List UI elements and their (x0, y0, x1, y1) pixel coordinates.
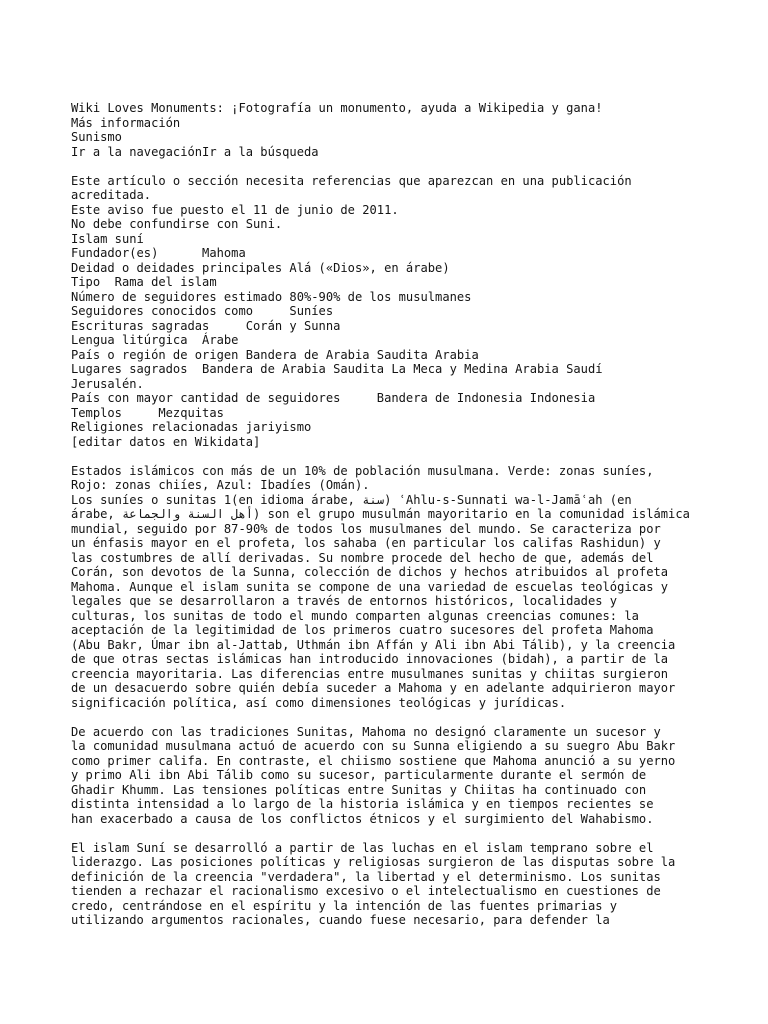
paragraph-intro (71, 464, 711, 711)
infobox-heading: Islam suní (71, 231, 144, 246)
paragraph-line: significación política, así como dimensiones teológicas y jurídicas. (71, 695, 567, 710)
paragraph-line: credo, centrándose en el espíritu y la intención de las fuentes primarias y (71, 898, 618, 913)
paragraph-line: utilizando argumentos racionales, cuando fuese necesario, para defender la (71, 913, 610, 927)
infobox-row: Lugares sagrados Bandera de Arabia Saudita La Meca y Medina Arabia Saudí (71, 362, 603, 376)
references-notice-line-2: acreditada. (71, 188, 152, 202)
blank-line (71, 710, 711, 725)
infobox-row: Tipo Rama del islam (71, 275, 217, 289)
wlm-banner-text[interactable]: Wiki Loves Monuments: ¡Fotografía un monumento, ayuda a Wikipedia y gana! (71, 101, 603, 115)
infobox-row: País o región de origen Bandera de Arabia Saudita Arabia (71, 347, 479, 362)
infobox-rows (71, 246, 711, 435)
paragraph-line: Estados islámicos con más de un 10% de población musulmana. Verde: zonas suníes, (71, 463, 654, 478)
paragraph-line: (Abu Bakr, Úmar ibn al-Jattab, Uthmán ibn Affán y Ali ibn Abi Tálib), y la creencia (71, 637, 676, 652)
infobox-row: Fundador(es) Mahoma (71, 246, 246, 260)
references-notice-line-1: Este artículo o sección necesita referencias que aparezcan en una publicación (71, 173, 632, 188)
paragraph-line: definición de la creencia "verdadera", la libertad y el determinismo. Los sunitas (71, 869, 661, 884)
paragraph-succession (71, 725, 711, 827)
infobox-row: Jerusalén. (71, 376, 144, 391)
paragraph-line: han exacerbado a causa de los conflictos étnicos y el surgimiento del Wahabismo. (71, 811, 654, 826)
paragraph-line: liderazgo. Las posiciones políticas y religiosas surgieron de las disputas sobre la (71, 855, 676, 869)
paragraph-line: Mahoma. Aunque el islam sunita se compone de una variedad de escuelas teológicas y (71, 579, 669, 594)
paragraph-line: de que otras sectas islámicas han introducido innovaciones (bidah), a partir de la (71, 652, 669, 666)
skip-links[interactable]: Ir a la navegaciónIr a la búsqueda (71, 144, 319, 159)
paragraph-line: las costumbres de allí derivadas. Su nombre procede del hecho de que, además del (71, 550, 654, 565)
paragraph-line: Rojo: zonas chiíes, Azul: Ibadíes (Omán). (71, 478, 370, 492)
paragraph-line: la comunidad musulmana actuó de acuerdo con su Sunna eligiendo a su suegro Abu Bakr (71, 739, 676, 753)
infobox-row: Deidad o deidades principales Alá («Dios», en árabe) (71, 260, 450, 275)
paragraph-line: Corán, son devotos de la Sunna, colección de dichos y hechos atribuidos al profeta (71, 565, 669, 579)
paragraph-line: culturas, los sunitas de todo el mundo comparten algunas creencias comunes: la (71, 608, 639, 623)
disambiguation-note[interactable]: No debe confundirse con Suni. (71, 217, 283, 231)
infobox-row: Escrituras sagradas Corán y Sunna (71, 318, 341, 333)
paragraph-line: De acuerdo con las tradiciones Sunitas, Mahoma no designó claramente un sucesor y (71, 724, 661, 739)
infobox-row: Seguidores conocidos como Suníes (71, 304, 334, 318)
paragraph-line: legales que se desarrollaron a través de entornos históricos, localidades y (71, 594, 618, 608)
blank-line (71, 159, 711, 174)
paragraph-line: distinta intensidad a lo largo de la historia islámica y en tiempos recientes se (71, 797, 654, 811)
paragraph-line: y primo Ali ibn Abi Tálib como su sucesor, particularmente durante el sermón de (71, 768, 647, 782)
paragraph-line: aceptación de la legitimidad de los primeros cuatro sucesores del profeta Mahoma (71, 623, 654, 637)
notice-date: Este aviso fue puesto el 11 de junio de 2011. (71, 202, 399, 217)
paragraph-line: mundial, seguido por 87-90% de todos los musulmanes del mundo. Se caracteriza por (71, 521, 661, 536)
infobox-row: Número de seguidores estimado 80%-90% de los musulmanes (71, 289, 472, 304)
paragraph-line: árabe, أهل السنة والجماعة) son el grupo musulmán mayoritario en la comunidad islámica (71, 507, 690, 521)
infobox-row: Templos Mezquitas (71, 405, 224, 420)
edit-wikidata-link[interactable]: [editar datos en Wikidata] (71, 434, 261, 449)
infobox-row: País con mayor cantidad de seguidores Bandera de Indonesia Indonesia (71, 391, 596, 405)
paragraph-line: El islam Suní se desarrolló a partir de las luchas en el islam temprano sobre el (71, 840, 654, 855)
paragraph-line: tienden a rechazar el racionalismo excesivo o el intelectualismo en cuestiones de (71, 884, 661, 898)
page-title: Sunismo (71, 130, 122, 144)
infobox-row: Lengua litúrgica Árabe (71, 333, 239, 347)
infobox-row: Religiones relacionadas jariyismo (71, 420, 312, 434)
paragraph-development (71, 841, 711, 928)
paragraph-line: un énfasis mayor en el profeta, los sahaba (en particular los califas Rashidun) y (71, 536, 661, 550)
paragraph-line: Ghadir Khumm. Las tensiones políticas entre Sunitas y Chiitas ha continuado con (71, 782, 647, 797)
blank-line (71, 826, 711, 841)
blank-line (71, 449, 711, 464)
paragraph-line: de un desacuerdo sobre quién debía suceder a Mahoma y en adelante adquirieron mayor (71, 681, 676, 695)
document-body (71, 101, 711, 928)
more-info-link[interactable]: Más información (71, 115, 181, 130)
paragraph-line: como primer califa. En contraste, el chiismo sostiene que Mahoma anunció a su yerno (71, 753, 676, 768)
paragraph-line: Los suníes o sunitas 1(en idioma árabe, سنة) ʿAhlu-s-Sunnati wa-l-Jamāʿah (en (71, 492, 632, 507)
paragraph-line: creencia mayoritaria. Las diferencias entre musulmanes sunitas y chiitas surgieron (71, 666, 669, 681)
